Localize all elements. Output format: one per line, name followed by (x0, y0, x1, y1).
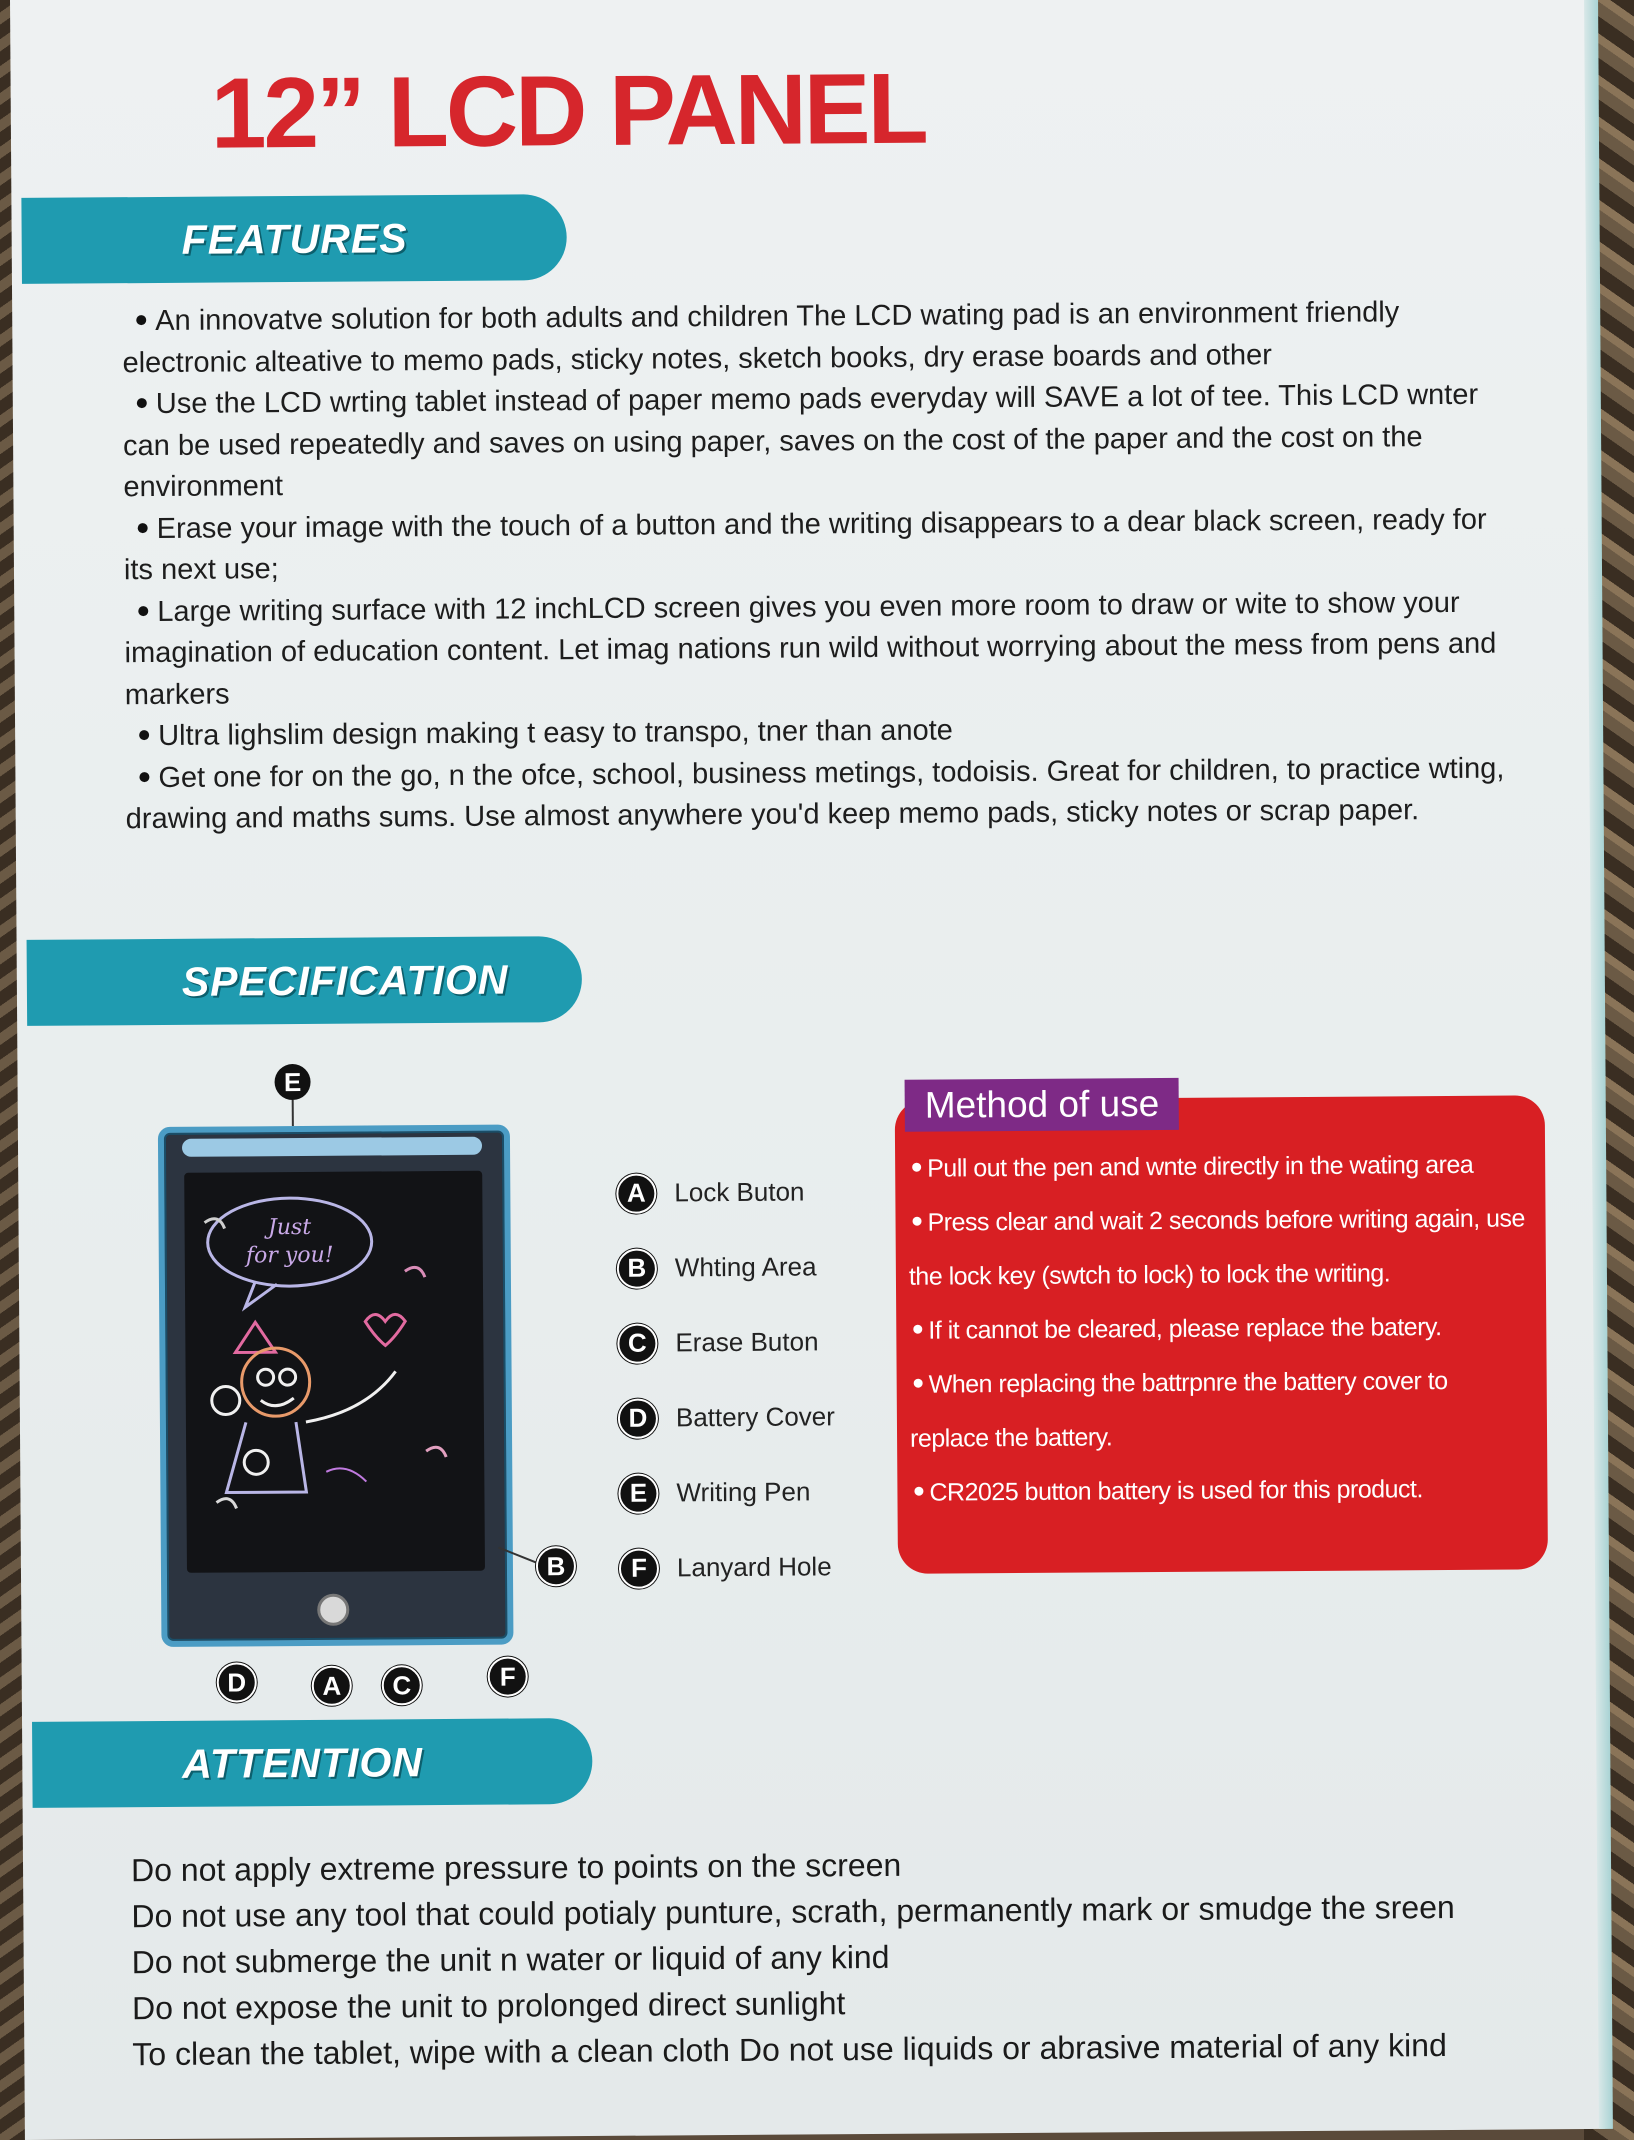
part-label: Battery Cover (675, 1401, 835, 1433)
features-list (122, 292, 1506, 841)
bullet-icon (914, 1487, 923, 1496)
bullet-icon (913, 1325, 922, 1334)
features-heading: FEATURES (181, 214, 408, 263)
parts-legend (616, 1154, 836, 1606)
part-label: Lock Buton (674, 1176, 805, 1208)
part-label: Lanyard Hole (676, 1551, 832, 1583)
feature-item: Get one for on the go, n the ofce, school, business metings, todoisis. Great for children, to practice wting, drawing and maths sums. Use almost anywhere you'd keep memo pads, sticky notes or scrap paper. (125, 752, 1505, 836)
features-banner (21, 194, 567, 284)
feature-item: Use the LCD wrting tablet instead of paper memo pads everyday will SAVE a lot of tee. This LCD wnter can be used repeatedly and saves on using paper, saves on the cost of the paper and the cost on the environment (123, 378, 1479, 504)
bullet-icon (138, 606, 148, 616)
part-row (619, 1529, 836, 1606)
attention-item: Do not submerge the unit n water or liquid of any kind (131, 1938, 890, 1981)
part-label: Writing Pen (676, 1476, 811, 1508)
product-box-panel (10, 0, 1605, 2140)
feature-item: An innovatve solution for both adults and children The LCD wating pad is an environment friendly electronic alteative to memo pads, sticky notes, sketch books, dry erase boards and other (122, 296, 1400, 379)
part-row (618, 1454, 835, 1531)
bullet-icon (912, 1163, 921, 1172)
bullet-icon (136, 315, 146, 325)
part-marker: C (617, 1323, 657, 1363)
attention-list (131, 1837, 1553, 2077)
part-marker: A (616, 1173, 656, 1213)
attention-item: To clean the tablet, wipe with a clean cloth Do not use liquids or abrasive material of any kind (132, 2027, 1447, 2073)
method-of-use-list (908, 1137, 1531, 1519)
attention-item: Do not expose the unit to prolonged direct sunlight (131, 1985, 846, 2027)
part-marker: B (617, 1248, 657, 1288)
method-item: If it cannot be cleared, please replace the batery. (909, 1299, 1529, 1357)
part-marker: D (618, 1398, 658, 1438)
attention-heading: ATTENTION (182, 1738, 424, 1787)
pen-slot (182, 1137, 482, 1157)
attention-banner (32, 1718, 593, 1808)
part-label: Whting Area (674, 1251, 817, 1283)
diagram-marker-f: F (488, 1656, 528, 1696)
leader-line (292, 1100, 294, 1126)
method-of-use-heading: Method of use (905, 1078, 1180, 1132)
part-marker: E (618, 1473, 658, 1513)
part-label: Erase Buton (675, 1326, 819, 1358)
method-item: Pull out the pen and wnte directly in the wating area (908, 1137, 1528, 1195)
diagram-marker-c: C (382, 1665, 422, 1705)
screen-text-line2: for you! (245, 1242, 334, 1269)
bullet-icon (137, 398, 147, 408)
attention-item: Do not use any tool that could potialy punture, scrath, permanently mark or smudge the sreen (131, 1888, 1455, 1935)
diagram-marker-d: D (217, 1662, 257, 1702)
lcd-tablet-illustration (158, 1125, 514, 1647)
method-item: Press clear and wait 2 seconds before writing again, use the lock key (swtch to lock) to lock the writing. (908, 1204, 1525, 1291)
tablet-screen (184, 1171, 485, 1573)
attention-item: Do not apply extreme pressure to points on the screen (130, 1846, 902, 1889)
part-row (617, 1229, 834, 1306)
diagram-marker-a: A (312, 1666, 352, 1706)
part-row (617, 1304, 834, 1381)
bullet-icon (914, 1379, 923, 1388)
part-row (616, 1154, 833, 1231)
method-item: CR2025 button battery is used for this product. (910, 1461, 1530, 1519)
screen-doodle (184, 1171, 485, 1573)
diagram-marker-e: E (274, 1064, 310, 1100)
specification-heading: SPECIFICATION (181, 956, 509, 1005)
specification-banner (27, 936, 583, 1026)
part-row (618, 1379, 835, 1456)
bullet-icon (139, 730, 149, 740)
bullet-icon (139, 772, 149, 782)
bullet-icon (913, 1217, 922, 1226)
feature-item: Erase your image with the touch of a button and the writing disappears to a dear black screen, ready for its next use; (123, 503, 1487, 587)
diagram-marker-b: B (536, 1546, 576, 1586)
lock-erase-button-illustration (317, 1594, 349, 1626)
feature-item: Ultra lighslim design making t easy to transpo, tner than anote (125, 707, 1505, 758)
method-item: When replacing the battrpnre the battery cover to replace the battery. (909, 1366, 1448, 1453)
feature-item: Large writing surface with 12 inchLCD screen gives you even more room to draw or wite to show your imagination of education content. Let imag nations run wild without worrying about the mess from pens and markers (124, 586, 1497, 711)
part-marker: F (619, 1548, 659, 1588)
bullet-icon (138, 523, 148, 533)
screen-text-line1: Just (267, 1214, 312, 1241)
page-title: 12” LCD PANEL (210, 52, 926, 170)
